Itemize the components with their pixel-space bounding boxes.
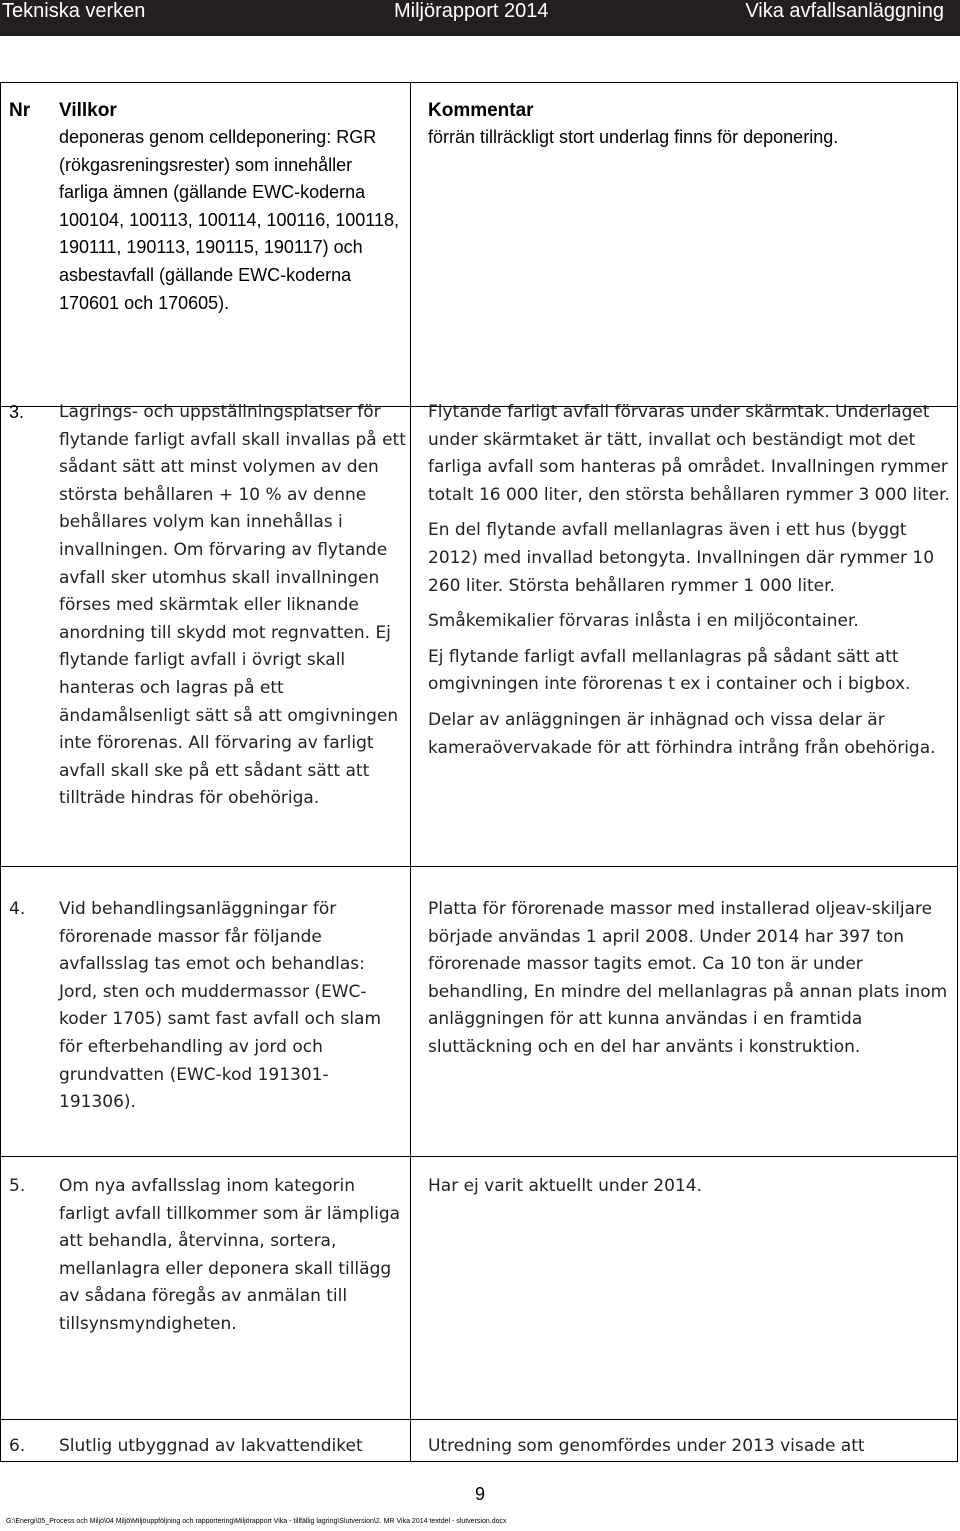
row-divider — [1, 866, 957, 867]
header-facility: Vika avfallsanläggning — [745, 0, 944, 22]
row-comment-text: förrän tillräckligt stort underlag finns för deponering. — [428, 127, 839, 147]
row-condition-text: Vid behandlingsanläggningar för förorenade massor får följande avfallsslag tas emot och behandlas: Jord, sten och muddermassor (EWC-koder 1705) samt fast avfall och slam för efterbehandling av jord och grundvatten (EWC-kod 191301-191306). — [59, 899, 382, 1113]
comment-paragraph: Småkemikalier förvaras inlåsta i en miljöcontainer. — [428, 611, 859, 632]
conditions-table — [0, 82, 958, 1462]
comment-paragraph: Flytande farligt avfall förvaras under skärmtak. Underlaget under skärmtaket är tätt, invallat och beständigt mot det farliga avfall som hanteras på området. Invallningen rymmer totalt 16 000 liter, den största behållaren rymmer 3 000 liter. — [428, 402, 950, 505]
page-header — [0, 0, 960, 36]
header-nr: Nr — [9, 100, 31, 121]
comment-paragraph: En del flytande avfall mellanlagras även i ett hus (byggt 2012) med invallad betongyta. Invallningen där rymmer 10 260 liter. Största behållaren rymmer 1 000 liter. — [428, 520, 935, 596]
row-comment-text: Platta för förorenade massor med installerad oljeav-skiljare började användas 1 april 2008. Under 2014 har 397 ton förorenade massor tagits emot. Ca 10 ton är under behandling, En mindre del mellanlagras på annan plats inom anläggningen för att kunna användas i en framtida sluttäckning och en del har använts i konstruktion. — [428, 899, 948, 1057]
footer-file-path: G:\Energi\05_Process och Miljö\04 Miljö\Miljöuppföljning och rapportering\Miljörapport Vika - tillfällig lagring\Slutversion\2. MR Vika 2014 textdel - slutversion.docx — [6, 1518, 507, 1525]
comment-paragraph: Delar av anläggningen är inhägnad och vissa delar är kameraövervakade för att förhindra intrång från obehöriga. — [428, 709, 936, 758]
header-company: Tekniska verken — [2, 0, 146, 22]
row-comment-text: Har ej varit aktuellt under 2014. — [428, 1176, 702, 1196]
row-condition-text: Lagrings- och uppställningsplatser för flytande farligt avfall skall invallas på ett sådant sätt att minst volymen av den största behållaren + 10 % av denne behållares volym kan innehållas i invallningen. Om förvaring av flytande avfall sker utomhus skall invallningen förses med skärmtak eller liknande anordning till skydd mot regnvatten. Ej flytande farligt avfall i övrigt skall hanteras och lagras på ett ändamålsenligt sätt så att omgivningen inte förorenas. All förvaring av farligt avfall skall ske på ett sådant sätt att tillträde hindras för obehöriga. — [59, 402, 406, 809]
row-condition-text: Slutlig utbyggnad av lakvattendiket — [59, 1436, 363, 1456]
row-number: 6. — [9, 1436, 26, 1456]
row-divider — [1, 1156, 957, 1157]
row-divider — [1, 1419, 957, 1420]
row-condition-text: Om nya avfallsslag inom kategorin farligt avfall tillkommer som är lämpliga att behandla, återvinna, sortera, mellanlagra eller deponera skall tillägg av sådana föregås av anmälan till tillsynsmyndigheten. — [59, 1176, 401, 1334]
row-number: 3. — [9, 402, 25, 422]
page-number: 9 — [474, 1484, 485, 1504]
row-comment-block — [428, 399, 958, 770]
row-comment-text: Utredning som genomfördes under 2013 visade att — [428, 1436, 865, 1456]
row-number: 5. — [9, 1176, 26, 1196]
header-report-title: Miljörapport 2014 — [394, 0, 549, 22]
header-kommentar: Kommentar — [428, 100, 534, 121]
column-divider — [410, 83, 411, 1461]
row-condition-text: deponeras genom celldeponering: RGR (rökgasreningsrester) som innehåller farliga ämnen (gällande EWC-koderna 100104, 100113, 100114, 100116, 100118, 190111, 190113, 190115, 190117) och asbestavfall (gällande EWC-koderna 170601 och 170605). — [59, 127, 399, 313]
row-number: 4. — [9, 899, 26, 919]
comment-paragraph: Ej flytande farligt avfall mellanlagras på sådant sätt att omgivningen inte förorenas t ex i container och i bigbox. — [428, 646, 911, 695]
header-villkor: Villkor — [59, 100, 117, 121]
